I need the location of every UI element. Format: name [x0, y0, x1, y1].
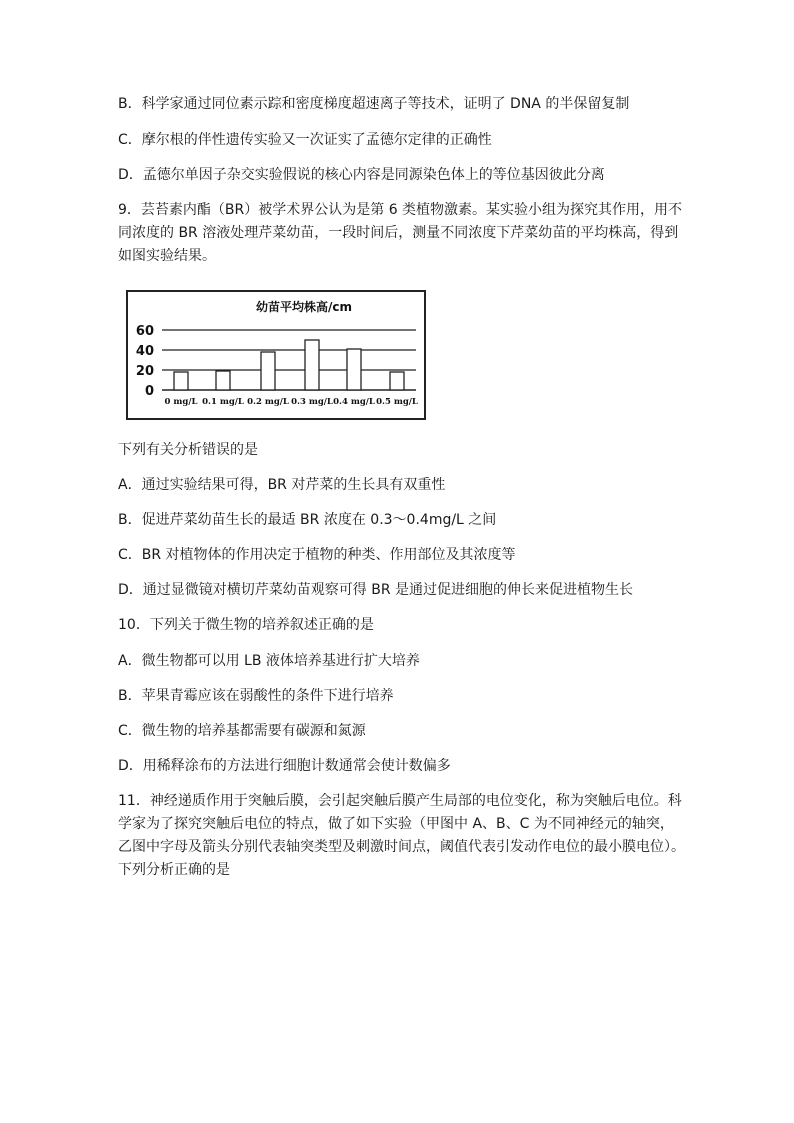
chart-title: 幼苗平均株高/cm: [256, 300, 353, 314]
x-tick-label: 0.5 mg/L: [376, 397, 418, 407]
q11-line-2: 学家为了探究突触后电位的特点，做了如下实验（甲图中 A、B、C 为不同神经元的轴突，: [118, 816, 674, 832]
q10-option-c: C．微生物的培养基都需要有碳源和氮源: [118, 723, 366, 739]
bar: [174, 372, 188, 390]
x-tick-label: 0.2 mg/L: [247, 397, 289, 407]
q9-line-3: 如图实验结果。: [118, 248, 216, 264]
q9-option-a: A．通过实验结果可得，BR 对芹菜的生长具有双重性: [118, 477, 446, 493]
q10-option-d: D．用稀释涂布的方法进行细胞计数通常会使计数偏多: [118, 758, 451, 774]
x-tick-label: 0.4 mg/L: [333, 397, 375, 407]
q9-line-2: 同浓度的 BR 溶液处理芹菜幼苗，一段时间后，测量不同浓度下芹菜幼苗的平均株高，得到: [118, 225, 679, 241]
bar: [261, 352, 275, 390]
x-tick-label: 0.3 mg/L: [291, 397, 333, 407]
y-tick-label: 0: [144, 384, 154, 399]
q11-line-4: 下列分析正确的是: [118, 862, 230, 878]
line-2: C．摩尔根的伴性遗传实验又一次证实了孟德尔定律的正确性: [118, 132, 492, 148]
y-tick-label: 40: [135, 344, 154, 359]
bar: [305, 340, 319, 390]
bar: [347, 349, 361, 390]
q11-line-1: 11．神经递质作用于突触后膜，会引起突触后膜产生局部的电位变化，称为突触后电位。科: [118, 793, 682, 809]
chart-svg: [126, 290, 426, 420]
x-tick-label: 0 mg/L: [164, 397, 198, 407]
q10-option-a: A．微生物都可以用 LB 液体培养基进行扩大培养: [118, 653, 420, 669]
q10-stem: 10．下列关于微生物的培养叙述正确的是: [118, 617, 374, 633]
q10-option-b: B．苹果青霉应该在弱酸性的条件下进行培养: [118, 688, 394, 704]
bar: [216, 371, 230, 390]
q9-option-b: B．促进芹菜幼苗生长的最适 BR 浓度在 0.3～0.4mg/L 之间: [118, 512, 497, 528]
bar-chart: [126, 290, 426, 420]
q11-line-3: 乙图中字母及箭头分别代表轴突类型及刺激时间点，阈值代表引发动作电位的最小膜电位）。: [118, 839, 685, 855]
q9-line-1: 9．芸苔素内酯（BR）被学术界公认为是第 6 类植物激素。某实验小组为探究其作用，用不: [118, 202, 683, 218]
line-3: D．孟德尔单因子杂交实验假说的核心内容是同源染色体上的等位基因彼此分离: [118, 167, 605, 183]
q9-option-d: D．通过显微镜对横切芹菜幼苗观察可得 BR 是通过促进细胞的伸长来促进植物生长: [118, 582, 634, 598]
y-tick-label: 20: [135, 364, 154, 379]
bar: [390, 372, 404, 390]
line-1: B．科学家通过同位素示踪和密度梯度超速离子等技术，证明了 DNA 的半保留复制: [118, 96, 630, 112]
q9-prompt: 下列有关分析错误的是: [118, 442, 258, 458]
q9-option-c: C．BR 对植物体的作用决定于植物的种类、作用部位及其浓度等: [118, 547, 516, 563]
x-tick-label: 0.1 mg/L: [202, 397, 244, 407]
y-tick-label: 60: [135, 324, 154, 339]
